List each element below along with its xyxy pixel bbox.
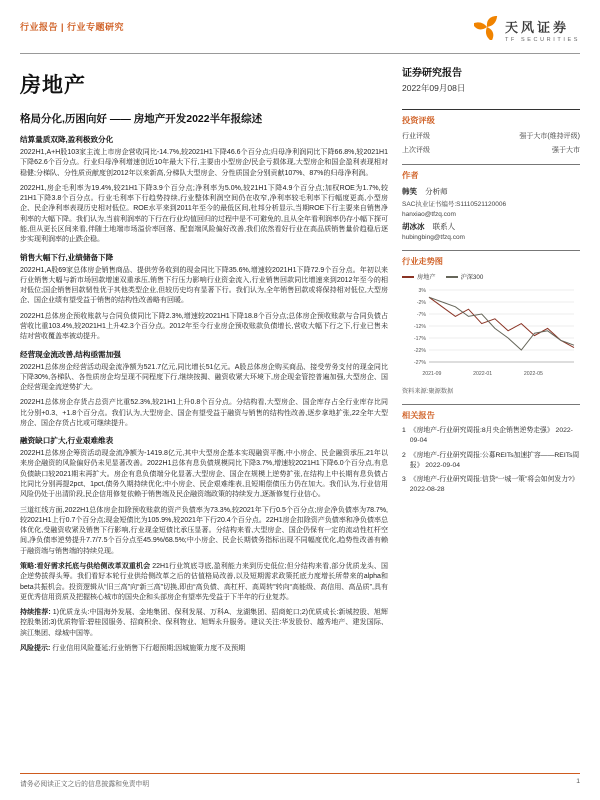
- title-row: [20, 64, 580, 99]
- svg-text:3%: 3%: [418, 287, 426, 294]
- author-name: 韩笑: [402, 187, 417, 196]
- report-body: [20, 109, 388, 659]
- paragraph: 三道红线方面,2022H1总体房企扣除预收账款的资产负债率为73.3%,较2021年下行0.5个百分点;房企净负债率为78.7%,较2021H1上行0.7个百分点;现金短债比为105.9%,较2021年下行20.4个百分点。22H1房企扣除资产负债率和净负债率总体优化,受融资收紧及销售下行影响,行业现金短债比承压显著。分结构来看,大型房企、国企仍保有一定的流动性杠杆空间,净负债率逆势提升7.7/7.5个百分点至45.9%/68.5%;中小房企、民企长期债务指标出现不同幅度优化,趋势性改善有赖于融资端与销售端的持续兑现。: [20, 506, 388, 555]
- author-role: 联系人: [432, 222, 456, 231]
- section-heading: 销售大幅下行,业绩储备下降: [20, 252, 114, 262]
- rating-value: 强于大市(维持评级): [519, 133, 580, 140]
- page-footer: [20, 773, 580, 788]
- rating-row: [402, 145, 580, 155]
- paragraph: 2022H1,A股69家总体房企销售商品、提供劳务收到的现金同比下降35.6%,增速较2021H1下降72.9个百分点。年初以来行业销售大幅与新市场回款增速双重承压,销售下行压力影响行业资金流入,行业销售回款同比增速来到2012年至今的相对低位;国企销售回款韧性优于其他类型企业,但较历史均有显著下行。我们认为,全年销售回款或将保持相对低位,大型房企、国企业绩有望受益于销售的结构性改善略有回暖。: [20, 266, 388, 305]
- chart-source: 资料来源:聚源数据: [402, 388, 454, 395]
- related-date: 2022-08-28: [409, 486, 445, 494]
- disclaimer-text: 请务必阅读正文之后的信息披露和免责申明: [20, 781, 150, 788]
- report-date: 2022年09月08日: [402, 83, 466, 93]
- paragraph: 2022H1总体房企存货占总资产比重52.3%,较21H1上升0.8个百分点。分结构看,大型房企、国企库存占全行业库存比同比分别+0.3、+1.8个百分点。我们认为,大型房企、国企有望受益于融资与销售的结构性改善,逐步拿地扩张,22全年大型房企、国企存货占比或可继续提升。: [20, 399, 388, 427]
- section-heading: 融资缺口扩大,行业艰难维表: [20, 436, 114, 446]
- related-title: 《房地产-行业研究周报:信贷“一城一策”将会如何发力?》: [409, 476, 579, 484]
- top-header: [20, 14, 580, 45]
- related-report: [402, 451, 580, 471]
- brand-name: 天风证券: [504, 19, 569, 35]
- legend-marker-icon: [402, 276, 414, 278]
- chart-legend: [402, 272, 580, 281]
- related-index: 2: [402, 451, 406, 459]
- related-date: 2022-09-04: [425, 461, 461, 469]
- recommendation-text: 1)优质龙头:中国海外发展、金地集团、保利发展、万科A、龙湖集团、招商蛇口;2)优质成长:新城控股、旭辉控股集团;3)优质物管:碧桂园服务、招商积余、保利物业、旭辉永升服务。建议关注:华发股份、越秀地产、建发国际、滨江集团、绿城中国等。: [20, 609, 389, 637]
- rating-label: 上次评级: [402, 147, 430, 154]
- section-cashflow: [20, 349, 388, 430]
- section-strategy: [20, 562, 388, 603]
- report-type-label: 证券研究报告: [402, 68, 462, 79]
- trend-section: [402, 250, 580, 395]
- risk-label: 风险提示:: [20, 644, 51, 652]
- author-email: hanxiao@tfzq.com: [402, 211, 456, 218]
- svg-text:2022-05: 2022-05: [523, 371, 543, 377]
- related-title: 《房地产-行业研究周报:公募REITs加速扩容——REITs周报》: [409, 451, 580, 469]
- footer-divider: [20, 773, 580, 774]
- brand-subname: TF SECURITIES: [504, 36, 580, 43]
- author-cert: SAC执业证书编号:S1110521120006: [402, 201, 507, 208]
- paragraph: 2022H1,房企毛利率为19.4%,较21H1下降3.9个百分点;净利率为5.0%,较21H1下降4.9个百分点;加权ROE为1.7%,较21H1下降3.8个百分点。行业毛利率下行趋势持续,行业整体利润空间仍在收窄,净利率较毛利率下行幅度更高,小型房企、民企净利率表现历史相对低位。ROE水平来到2011年至今的最低区间,杜邦分析显示,当期ROE下行主要来自销售净利率的大幅下降。我们认为,当前利润率的下行在行业均值回归的过程中是不可避免的,且从全年看利润率仍存小幅下探可能,但从更长区间来看,伴随土地端市场溢价率回落、配套端风险偏好改善,我们依然看好行业在高品质销售量价趋稳后逐步实现利润率的止跌企稳。: [20, 184, 388, 244]
- rating-row: [402, 131, 580, 141]
- related-index: 3: [402, 476, 406, 484]
- svg-text:-17%: -17%: [413, 335, 426, 342]
- legend-item: 沪深300: [446, 272, 484, 281]
- section-heading: 经营现金流改善,结构亟需加强: [20, 349, 121, 359]
- section-sales: [20, 252, 388, 343]
- authors-section: [402, 164, 580, 241]
- strategy-label: 策略:看好需求托底与供给侧改革双重机会: [20, 563, 151, 570]
- section-settlement: [20, 134, 388, 246]
- trend-heading: 行业走势图: [402, 257, 443, 266]
- brand-logo: [474, 14, 580, 45]
- related-heading: 相关报告: [402, 411, 435, 420]
- author-role: 分析师: [425, 187, 448, 196]
- svg-text:2022-01: 2022-01: [473, 371, 493, 377]
- svg-text:-22%: -22%: [413, 347, 426, 354]
- section-heading: 结算量质双降,盈利极致分化: [20, 135, 114, 144]
- author: [402, 186, 580, 197]
- related-date: 2022-09-04: [409, 427, 573, 444]
- svg-text:-2%: -2%: [416, 299, 426, 306]
- risk-text: 行业信用风险蔓延;行业销售下行超预期;因城施策力度不及预期: [52, 644, 246, 652]
- related-section: [402, 404, 580, 495]
- report-category: 行业报告 | 行业专题研究: [20, 22, 125, 32]
- tf-fan-icon: [474, 14, 500, 45]
- svg-text:2021-09: 2021-09: [422, 371, 442, 377]
- rating-heading: 投资评级: [402, 116, 435, 125]
- header-divider: [20, 53, 580, 54]
- rating-label: 行业评级: [402, 133, 430, 140]
- paragraph: 2022H1,A+H股103家主流上市房企营收同比-14.7%,较2021H1下降46.6个百分点;归母净利润同比下降66.8%,较2021H1下降62.6个百分点。行业归母净利增速创近10年最大下行,主要由小型房企/民企亏损体现,大型房企和国企盈利表现相对稳健;分梯队、分性质贡献度创2012年以来新高,分梯队大型房企、分性质国企分别贡献107%、87%的归母净利润。: [20, 149, 388, 177]
- author-name: 胡冰冰: [402, 222, 425, 231]
- recommendation-label: 持续推荐:: [20, 609, 51, 617]
- rating-section: [402, 109, 580, 155]
- report-sidebar: [402, 109, 580, 659]
- section-recommendation: [20, 608, 388, 639]
- paragraph: 2022H1总体房企经营活动现金流净额为521.7亿元,同比增长51亿元。A股总体房企购买商品、接受劳务支付的现金同比下降30%,各梯队、各性质房企均呈现不同程度下行,继续按揭、融资收紧大环境下,房企现金管控普遍加强,大型房企、国企经营现金流逆势扩大。: [20, 363, 388, 392]
- legend-item: 房地产: [402, 272, 436, 281]
- paragraph: 2022H1总体房企筹资活动现金流净额为-1419.8亿元,其中大型房企基本实现融资平衡,中小房企、民企融资承压,21年以来房企融资的风险偏好仍未见显著改善。2022H1总体有息负债规模同比下降3.7%,增速较2021H1下降6.0个百分点,有息负债缺口较2021期末再扩大。房企有息负债端分化显著,大型房企、国企在规模上逆势扩张,在结构上中长期有息负债占比同比分别再提2pct、1pct,债务久期持续优化;中小房企、民企艰难维表,且短期偿债压力仍在加大。我们认为,行业信用风险仍处于出清阶段,民企信用修复依赖于销售端及民企融资端政策的持续发力,逐渐修复行业信心。: [20, 450, 388, 499]
- svg-text:-12%: -12%: [413, 323, 426, 330]
- svg-text:-7%: -7%: [416, 311, 426, 318]
- strategy-text: 22H1行业筑底寻底,盈利能力来到历史低位;但分结构来看,部分优质龙头、国企逆势拔得头筹。我们看好本轮行业供给侧改革之后的估值格局改善,以及短期需求政策托底力度增长所带来的alpha和beta共振机会。投资逻辑从“旧三高”向“新三高”切换,即由“高负债、高杠杆、高周转”转向“高能级、高信用、高品质”,具有更优秀信用资质及把握核心城市的国央企和头部房企有望率先受益于下半年的行业复苏。: [20, 563, 388, 601]
- trend-chart-svg: [402, 284, 580, 384]
- report-subtitle: 格局分化,历困向好 —— 房地产开发2022半年报综述: [20, 113, 263, 125]
- legend-marker-icon: [446, 276, 458, 278]
- svg-text:-27%: -27%: [413, 359, 426, 366]
- related-index: 1: [402, 427, 406, 434]
- section-risk: [20, 644, 388, 654]
- trend-chart: [402, 284, 580, 384]
- related-report: [402, 475, 580, 495]
- report-meta: [402, 64, 580, 99]
- related-report: [402, 426, 580, 446]
- brand-text: [505, 17, 580, 43]
- authors-heading: 作者: [402, 171, 419, 180]
- page-number: 1: [576, 778, 580, 785]
- section-financing: [20, 435, 388, 557]
- related-title: 《房地产-行业研究周报:8月央企销售逆势走强》: [409, 427, 554, 434]
- page-title: 房地产: [20, 74, 86, 97]
- author: [402, 221, 580, 232]
- paragraph: 2022H1总体房企预收账款与合同负债同比下降2.3%,增速较2021H1下降18.8个百分点;总体房企预收账款与合同负债占营收比重103.4%,较2021H1上升42.3个百分点。2012年至今行业房企预收账款负债增长,营收大幅下行之下,行业已售未结对营收覆盖率被动提升。: [20, 312, 388, 341]
- author-email: hubingbing@tfzq.com: [402, 234, 465, 241]
- rating-value: 强于大市: [552, 147, 580, 154]
